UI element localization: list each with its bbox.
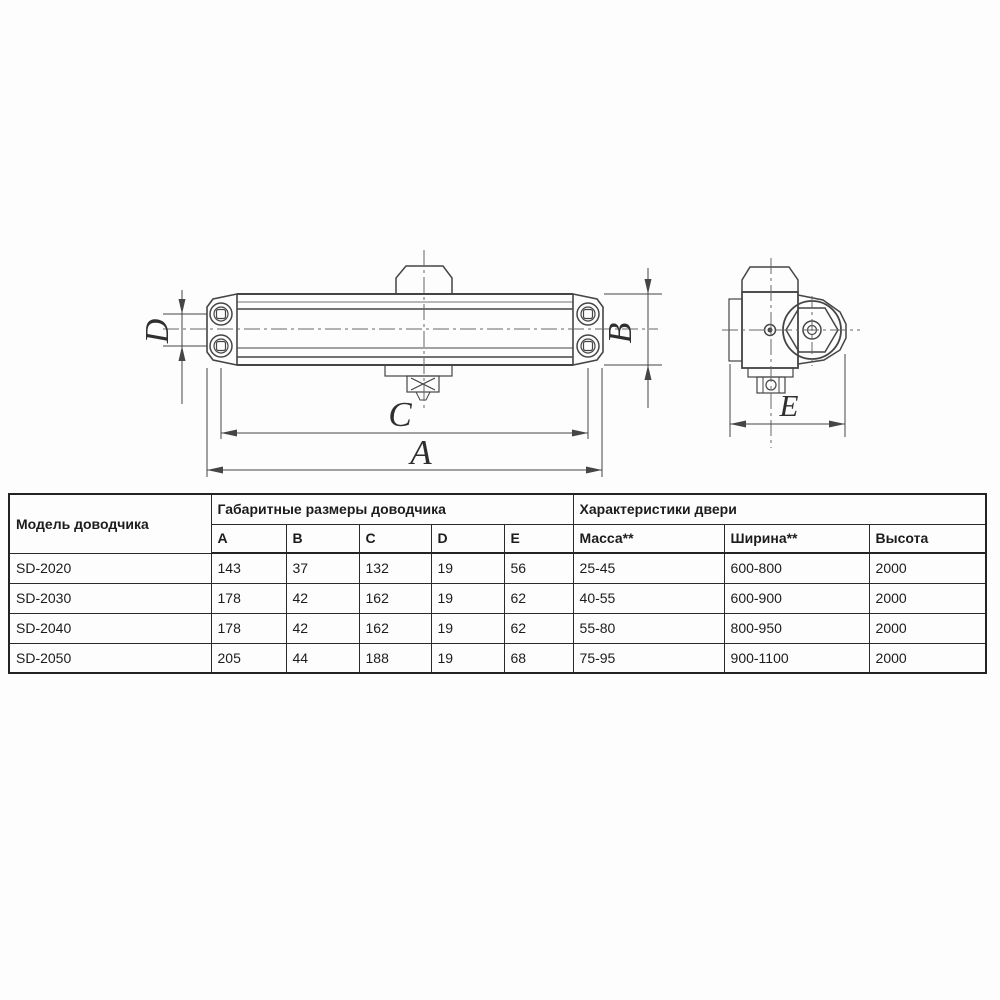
cell-height: 2000: [869, 643, 986, 673]
cell-width: 600-800: [724, 553, 869, 583]
cell-e: 62: [504, 613, 573, 643]
header-door-group: Характеристики двери: [573, 494, 986, 524]
cell-d: 19: [431, 643, 504, 673]
table-row: [9, 643, 986, 673]
screw: [210, 303, 232, 325]
table-row: [9, 613, 986, 643]
header-col-mass: Масса**: [573, 524, 724, 553]
cell-c: 162: [359, 613, 431, 643]
cell-a: 178: [211, 613, 286, 643]
cell-e: 68: [504, 643, 573, 673]
cell-a: 143: [211, 553, 286, 583]
header-col-c: C: [359, 524, 431, 553]
cell-b: 37: [286, 553, 359, 583]
screw: [577, 335, 599, 357]
cell-a: 205: [211, 643, 286, 673]
cell-e: 62: [504, 583, 573, 613]
cell-b: 44: [286, 643, 359, 673]
cell-c: 162: [359, 583, 431, 613]
dimension-c: [221, 368, 588, 439]
table-row: [9, 553, 986, 583]
header-col-e: E: [504, 524, 573, 553]
header-model: Модель доводчика: [9, 494, 211, 553]
cell-e: 56: [504, 553, 573, 583]
cell-model: SD-2040: [9, 613, 211, 643]
dimension-c-label: C: [388, 395, 412, 434]
cell-a: 178: [211, 583, 286, 613]
dimension-e-label: E: [779, 388, 799, 423]
cell-width: 600-900: [724, 583, 869, 613]
dimension-d: [139, 290, 207, 404]
cell-height: 2000: [869, 583, 986, 613]
cell-height: 2000: [869, 613, 986, 643]
header-dimensions-group: Габаритные размеры доводчика: [211, 494, 573, 524]
cell-b: 42: [286, 613, 359, 643]
dimension-a-label: A: [410, 433, 432, 472]
cell-c: 132: [359, 553, 431, 583]
pinion-cross: [411, 378, 435, 390]
cell-height: 2000: [869, 553, 986, 583]
screw: [210, 335, 232, 357]
screw: [577, 303, 599, 325]
header-col-d: D: [431, 524, 504, 553]
pinion-tip: [416, 392, 430, 400]
table-group-header-row: [9, 494, 986, 524]
cell-c: 188: [359, 643, 431, 673]
cell-mass: 75-95: [573, 643, 724, 673]
dimension-b-label: B: [602, 322, 639, 344]
dimension-b: [602, 268, 662, 408]
header-col-b: B: [286, 524, 359, 553]
cell-mass: 40-55: [573, 583, 724, 613]
cell-d: 19: [431, 553, 504, 583]
cell-mass: 55-80: [573, 613, 724, 643]
cell-model: SD-2050: [9, 643, 211, 673]
pinion-plate: [385, 365, 452, 376]
cell-d: 19: [431, 613, 504, 643]
cell-width: 800-950: [724, 613, 869, 643]
header-col-a: A: [211, 524, 286, 553]
table-row: [9, 583, 986, 613]
cell-model: SD-2020: [9, 553, 211, 583]
header-col-height: Высота: [869, 524, 986, 553]
spec-table: [8, 493, 987, 674]
cell-model: SD-2030: [9, 583, 211, 613]
cell-d: 19: [431, 583, 504, 613]
cell-mass: 25-45: [573, 553, 724, 583]
end-cap: [742, 267, 798, 292]
header-col-width: Ширина**: [724, 524, 869, 553]
dimension-e: [730, 354, 845, 437]
dimension-d-label: D: [139, 318, 176, 344]
door-closer-side-view: [163, 250, 658, 410]
cell-b: 42: [286, 583, 359, 613]
cell-width: 900-1100: [724, 643, 869, 673]
